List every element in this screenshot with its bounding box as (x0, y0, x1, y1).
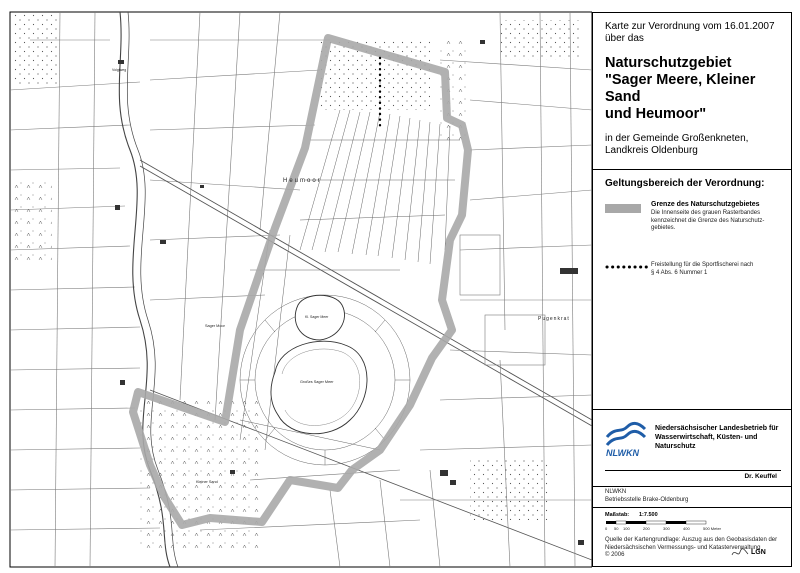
scale-tick-6: 500 Meter (703, 526, 722, 531)
intro-line-1: Karte zur Verordnung vom 16.01.2007 (605, 21, 775, 32)
intro-line-2: über das (605, 33, 644, 44)
office-line-1: NLWKN (605, 489, 627, 495)
label-kleiner-sand: Kleiner Sand (196, 480, 218, 484)
scale-tick-0: 0 (605, 526, 608, 531)
title-line-3: und Heumoor" (605, 106, 707, 122)
location-line-2: Landkreis Oldenburg (605, 145, 698, 156)
source-line-3: © 2006 (605, 552, 625, 558)
divider (593, 169, 791, 170)
title-block (593, 21, 791, 157)
legend-boundary-desc-3: gebietes. (651, 225, 676, 231)
lgn-mark: LGN (751, 549, 766, 556)
office-line-2: Betriebsstelle Brake-Oldenburg (605, 497, 689, 503)
label-sager-moor: Sager Moor (205, 324, 225, 328)
divider (593, 409, 791, 410)
scale-tick-3: 200 (643, 526, 650, 531)
agency-name-2: Wasserwirtschaft, Küsten- und Naturschutz (655, 434, 758, 450)
title-line-2: "Sager Meere, Kleiner Sand (605, 72, 756, 105)
signature-icon (731, 547, 749, 559)
divider (605, 470, 781, 471)
scale-tick-2: 100 (623, 526, 630, 531)
nlwkn-logo-icon (605, 419, 647, 459)
legend-boundary-title: Grenze des Naturschutzgebietes (651, 201, 760, 208)
divider (593, 486, 791, 487)
legend-boundary-desc-1: Die Innenseite des grauen Rasterbandes (651, 210, 761, 216)
label-kleiner-sager-meer: Kl. Sager Meer (305, 315, 329, 319)
source-line-2: Niedersächsischen Vermessungs- und Katasterverwaltung (605, 544, 761, 551)
scale-value: 1:7.500 (639, 512, 658, 518)
title-line-1: Naturschutzgebiet (605, 55, 732, 71)
legend-boundary-desc-2: kennzeichnet die Grenze des Naturschutz- (651, 217, 765, 224)
legend-heading: Geltungsbereich der Verordnung: (605, 178, 765, 189)
legend-fishing-1: Freistellung für die Sportfischerei nach (651, 262, 754, 268)
label-heumoor: Heumoor (283, 178, 322, 184)
divider (593, 507, 791, 508)
author-name: Dr. Keuffel (744, 473, 777, 480)
scale-tick-1: 50 (614, 526, 619, 531)
legend-panel (592, 12, 792, 567)
logo-text: NLWKN (606, 448, 639, 458)
scale-tick-5: 400 (683, 526, 690, 531)
legend-fishing-2: § 4 Abs. 6 Nummer 1 (651, 270, 708, 276)
scale-label: Maßstab: (605, 512, 630, 518)
scale-bar (605, 520, 785, 534)
location-line-1: in der Gemeinde Großenkneten, (605, 133, 749, 144)
agency-block (593, 411, 791, 469)
legend-boundary-swatch (605, 204, 641, 213)
scale-tick-4: 300 (663, 526, 670, 531)
label-voigtweg: Voigtweg (112, 68, 127, 72)
label-grosses-sager-meer: Großes Sager Meer (300, 380, 334, 384)
label-pugenkrat: Pugenkrat (538, 316, 570, 322)
source-line-1: Quelle der Kartengrundlage: Auszug aus den Geobasisdaten der (605, 537, 778, 543)
agency-name-1: Niedersächsischer Landesbetrieb für (655, 425, 779, 432)
legend-dotted-swatch (605, 264, 649, 270)
legend-block (593, 178, 791, 276)
